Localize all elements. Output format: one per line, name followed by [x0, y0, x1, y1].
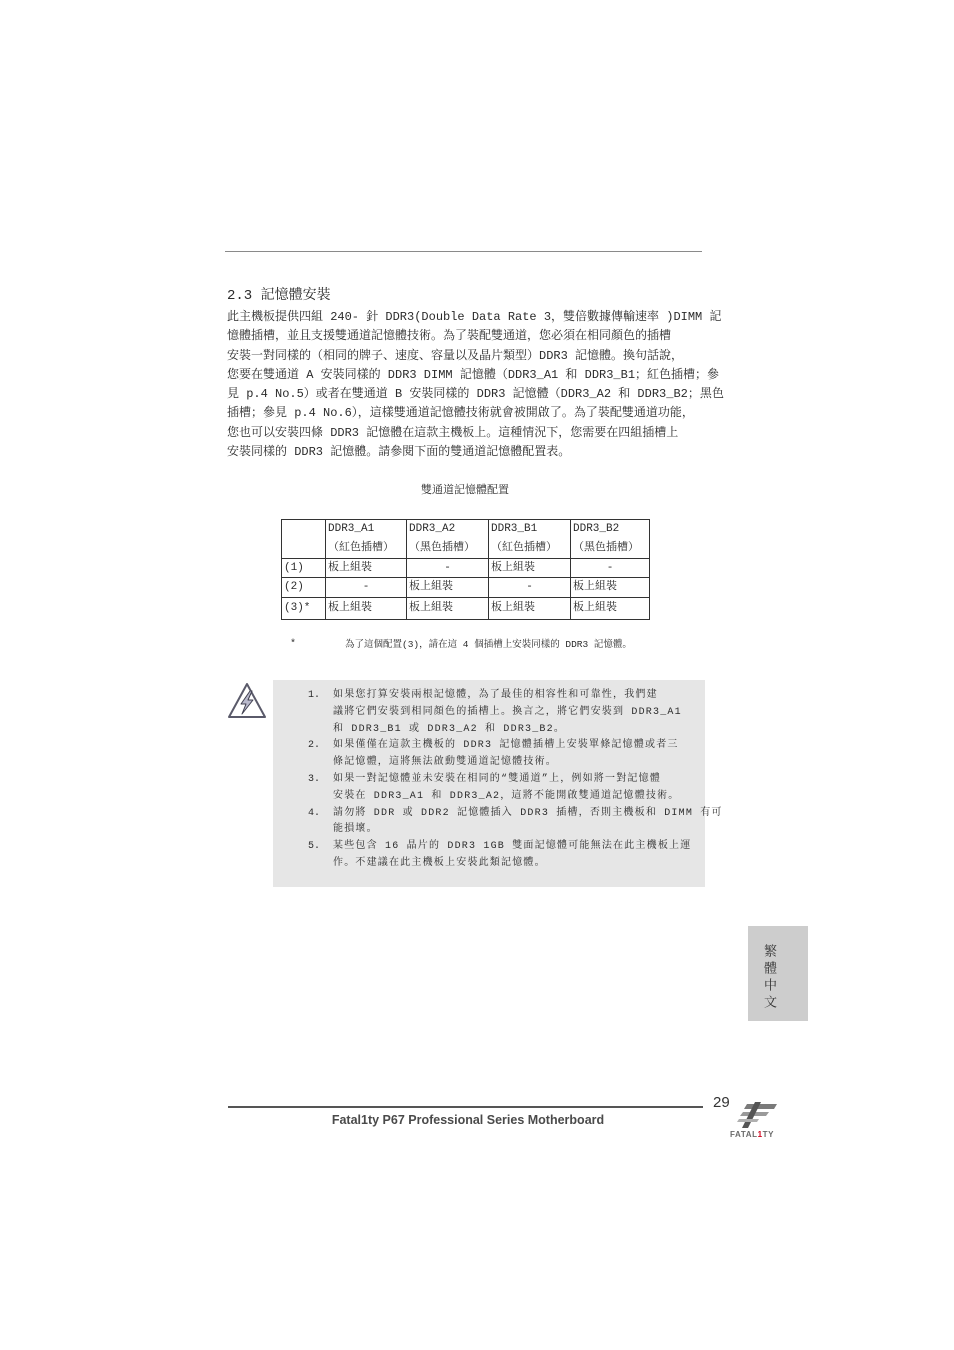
- paragraph-line: 見 p.4 No.5）或者在雙通道 B 安裝同樣的 DDR3 記憶體（DDR3_A2 和 DDR3_B2；黑色: [227, 387, 724, 402]
- logo-suffix: TY: [762, 1130, 775, 1139]
- paragraph-line: 您也可以安裝四條 DDR3 記憶體在這款主機板上。這種情況下，您需要在四組插槽上: [227, 425, 679, 440]
- logo-prefix: FATAL: [730, 1130, 758, 1139]
- item-number: 5.: [308, 841, 321, 853]
- item-line: 能損壞。: [333, 824, 378, 836]
- item-text: [333, 772, 679, 806]
- table-cell: 板上組裝: [407, 578, 489, 598]
- item-text: [333, 738, 679, 772]
- item-line: 如果僅僅在這款主機板的 DDR3 記憶體插槽上安裝單條記憶體或者三: [333, 740, 679, 752]
- item-text: [333, 839, 691, 873]
- item-number: 4.: [308, 807, 321, 819]
- footer-divider: [228, 1106, 703, 1108]
- table-row: [282, 598, 650, 620]
- table-cell: 板上組裝: [326, 598, 407, 620]
- table-cell: 板上組裝: [571, 598, 650, 620]
- item-line: 議將它們安裝到相同顏色的插槽上。換言之，將它們安裝到 DDR3_A1: [333, 706, 682, 718]
- slot-name: DDR3_B1: [491, 523, 538, 535]
- paragraph-line: 您要在雙通道 A 安裝同樣的 DDR3 DIMM 記憶體（DDR3_A1 和 DDR3_B1；紅色插槽；參: [227, 367, 720, 382]
- row-label: (3)*: [282, 598, 326, 620]
- table-header-row: [282, 520, 650, 559]
- slot-name: DDR3_A1: [328, 523, 375, 535]
- paragraph-line: 安裝同樣的 DDR3 記憶體。請參閱下面的雙通道記憶體配置表。: [227, 445, 571, 460]
- row-label: (1): [282, 559, 326, 578]
- item-number: 1.: [308, 690, 321, 701]
- table-cell: 板上組裝: [326, 559, 407, 578]
- table-cell: 板上組裝: [489, 598, 571, 620]
- item-number: 2.: [308, 740, 321, 752]
- item-line: 和 DDR3_B1 或 DDR3_A2 和 DDR3_B2。: [333, 723, 566, 735]
- row-label: (2): [282, 578, 326, 598]
- slot-color-label: （黑色插槽）: [409, 542, 475, 554]
- item-line: 某些包含 16 晶片的 DDR3 1GB 雙面記憶體可能無法在此主機板上運: [333, 841, 692, 853]
- item-text: [333, 688, 682, 738]
- footnote-text: 為了這個配置(3)，請在這 4 個插槽上安裝同樣的 DDR3 記憶體。: [345, 639, 632, 650]
- table-cell: 板上組裝: [571, 578, 650, 598]
- table-row: [282, 578, 650, 598]
- warning-icon: [227, 682, 267, 720]
- paragraph-line: 插槽；參見 p.4 No.6），這樣雙通道記憶體技術就會被開啟了。為了裝配雙通道功能，: [227, 406, 694, 421]
- paragraph-line: 此主機板提供四組 240- 針 DDR3(Double Data Rate 3，雙倍數據傳輸速率 )DIMM 記: [227, 310, 722, 324]
- logo-wordmark: [730, 1130, 788, 1140]
- logo-highlight: 1: [757, 1130, 763, 1139]
- table-row: [282, 559, 650, 578]
- table-cell: -: [571, 559, 650, 578]
- column-header-ddr3-b2: [571, 520, 650, 559]
- dual-channel-config-table: [281, 519, 650, 620]
- language-tab: [748, 926, 808, 1021]
- fatal1ty-emblem-icon: [733, 1101, 783, 1129]
- footer-title: Fatal1ty P67 Professional Series Motherboard: [331, 1113, 605, 1127]
- section-heading: 2.3 記憶體安裝: [227, 288, 331, 304]
- notes-list: [308, 688, 723, 873]
- slot-name: DDR3_B2: [573, 523, 620, 535]
- table-cell: -: [407, 559, 489, 578]
- column-header-ddr3-b1: [489, 520, 571, 559]
- table-title: 雙通道記憶體配置: [421, 485, 509, 497]
- list-item: [308, 738, 703, 772]
- top-divider: [225, 251, 702, 252]
- item-line: 安裝在 DDR3_A1 和 DDR3_A2，這將不能開啟雙通道記憶體技術。: [333, 790, 680, 802]
- item-number: 3.: [308, 773, 321, 785]
- item-line: 作。不建議在此主機板上安裝此類記憶體。: [333, 857, 546, 869]
- table-cell: -: [489, 578, 571, 598]
- list-item: [308, 772, 703, 806]
- list-item: [308, 839, 703, 873]
- slot-name: DDR3_A2: [409, 523, 456, 535]
- slot-color-label: （紅色插槽）: [328, 542, 394, 554]
- column-header-ddr3-a1: [326, 520, 407, 559]
- fatal1ty-logo: [727, 1101, 789, 1143]
- intro-paragraph: [227, 308, 724, 462]
- item-line: 如果您打算安裝兩根記憶體，為了最佳的相容性和可靠性，我們建: [333, 690, 658, 701]
- slot-color-label: （紅色插槽）: [491, 542, 557, 554]
- item-text: [333, 806, 723, 840]
- language-label: 繁體中文: [761, 944, 776, 1012]
- page-number: 29: [713, 1094, 730, 1111]
- item-line: 如果一對記憶體並未安裝在相同的“雙通道”上，例如將一對記憶體: [333, 773, 662, 785]
- item-line: 請勿將 DDR 或 DDR2 記憶體插入 DDR3 插槽，否則主機板和 DIMM 有可: [333, 807, 723, 819]
- item-line: 條記憶體，這將無法啟動雙通道記憶體技術。: [333, 757, 557, 769]
- paragraph-line: 憶體插槽，並且支援雙通道記憶體技術。為了裝配雙通道，您必須在相同顏色的插槽: [227, 329, 672, 344]
- paragraph-line: 安裝一對同樣的（相同的牌子、速度、容量以及晶片類型）DDR3 記憶體。換句話說，: [227, 348, 684, 363]
- table-cell: -: [326, 578, 407, 598]
- table-cell: 板上組裝: [407, 598, 489, 620]
- list-item: [308, 688, 703, 738]
- list-item: [308, 806, 723, 840]
- table-corner-cell: [282, 520, 326, 559]
- column-header-ddr3-a2: [407, 520, 489, 559]
- table-cell: 板上組裝: [489, 559, 571, 578]
- footnote-mark: *: [290, 639, 297, 650]
- slot-color-label: （黑色插槽）: [573, 542, 639, 554]
